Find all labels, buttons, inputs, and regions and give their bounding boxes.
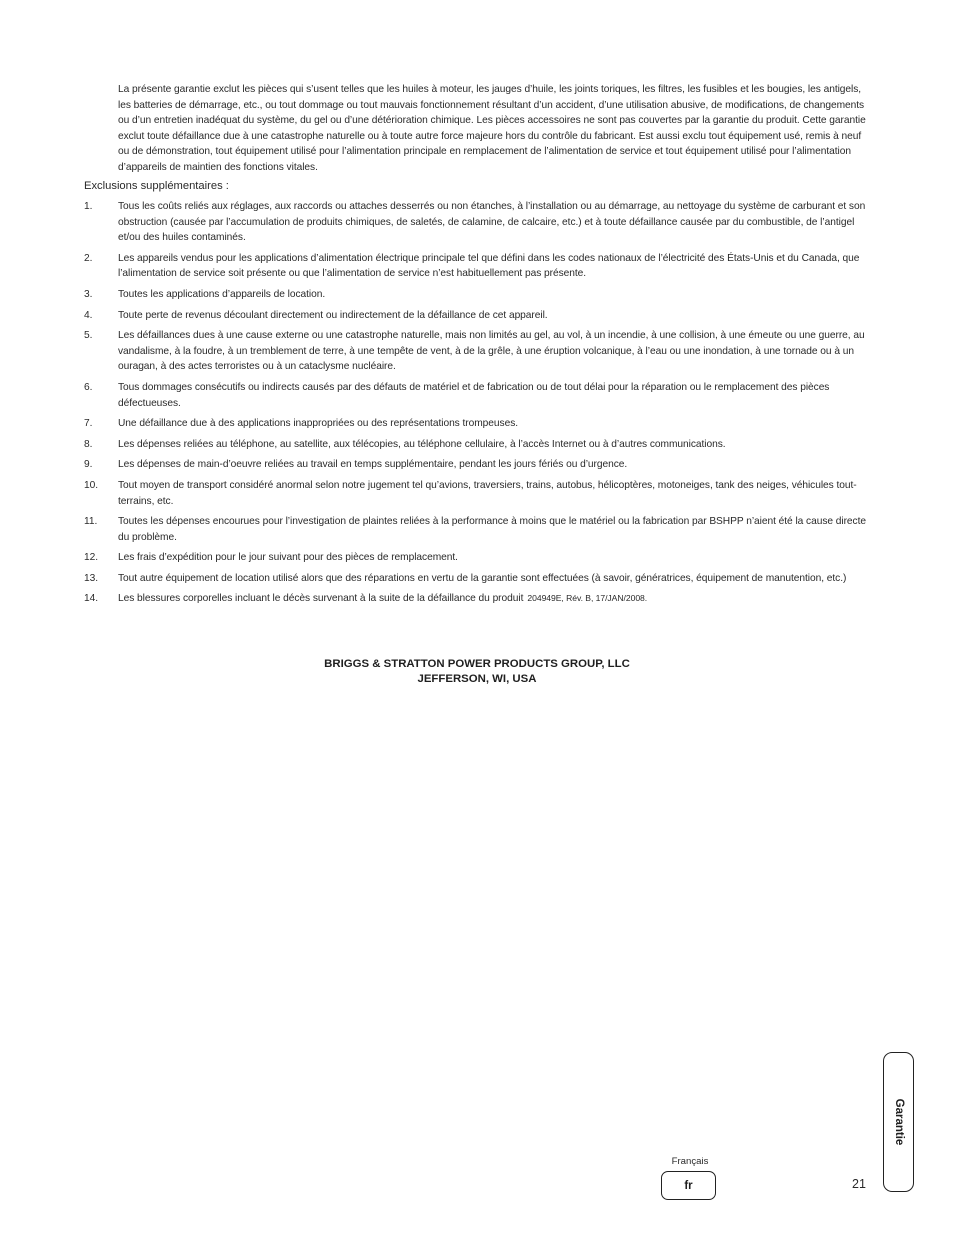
exclusions-heading: Exclusions supplémentaires : <box>84 180 229 192</box>
list-item <box>84 457 870 473</box>
list-item-number: 1. <box>84 201 93 212</box>
list-item-text: Les dépenses de main-d’oeuvre reliées au travail en temps supplémentaire, pendant les jours fériés ou d’urgence. <box>118 459 628 471</box>
list-item <box>84 514 870 545</box>
list-item <box>84 199 870 246</box>
list-item <box>84 287 870 303</box>
list-item-text: Tous les coûts reliés aux réglages, aux raccords ou attaches desserrés ou non étanches, à l’installation ou au démarrage, au nettoyage du système de carburant et son obstruction (causée par l’accumulation de produits chimiques, de saletés, de calamine, de calcaire, etc.) et à toute défaillance causée par du combustible, de l’antigel et/ou des huiles contaminés. <box>118 201 866 244</box>
list-item-text <box>118 591 870 607</box>
company-name: BRIGGS & STRATTON POWER PRODUCTS GROUP, LLC <box>324 658 630 670</box>
language-label: Français <box>671 1156 709 1167</box>
exclusions-list <box>84 199 870 612</box>
list-item-text: Toutes les applications d’appareils de location. <box>118 288 326 300</box>
list-item <box>84 251 870 282</box>
list-item-number: 7. <box>84 418 93 430</box>
list-item-number: 13. <box>84 572 99 584</box>
list-item-text: Tout autre équipement de location utilisé alors que des réparations en vertu de la garantie sont effectuées (à savoir, génératrices, équipement de manutention, etc.) <box>118 572 847 584</box>
list-item-text: Les défaillances dues à une cause externe ou une catastrophe naturelle, mais non limités au gel, au vol, à un incendie, à une collision, à une émeute ou une guerre, au vandalisme, à la foudre, à un tremblement de terre, à une tempête de vent, à de la grêle, à une éruption volcanique, à l’eau ou une inondation, à une tornade ou à un ouragan, à des actes terroristes ou à un cataclysme nucléaire. <box>118 330 865 373</box>
list-item-text: Tous dommages consécutifs ou indirects causés par des défauts de matériel et de fabrication ou de tout délai pour la réparation ou le remplacement des pièces défectueuses. <box>118 381 830 409</box>
list-item-text: Une défaillance due à des applications inappropriées ou des représentations trompeuses. <box>118 418 519 430</box>
list-item-number: 11. <box>84 516 98 528</box>
list-item-number: 12. <box>84 552 99 564</box>
list-item-number: 2. <box>84 252 93 264</box>
list-item <box>84 571 870 587</box>
list-item-number: 9. <box>84 459 93 471</box>
list-item <box>84 416 870 432</box>
list-item-number: 14. <box>84 593 99 605</box>
list-item-number: 5. <box>84 330 93 342</box>
list-item-number: 4. <box>84 309 93 321</box>
page-number: 21 <box>852 1177 866 1191</box>
list-item <box>84 328 870 375</box>
list-item-text: Les frais d’expédition pour le jour suivant pour des pièces de remplacement. <box>118 552 458 564</box>
company-location: JEFFERSON, WI, USA <box>417 673 537 686</box>
list-item <box>84 437 870 453</box>
list-item-text: Toute perte de revenus découlant directement ou indirectement de la défaillance de cet appareil. <box>118 309 548 321</box>
document-reference: 204949E, Rév. B, 17/JAN/2008. <box>527 593 648 604</box>
language-tab <box>661 1171 716 1200</box>
language-code: fr <box>684 1179 693 1192</box>
list-item-text-main: Les blessures corporelles incluant le décès survenant à la suite de la défaillance du produit <box>118 593 524 605</box>
list-item-number: 10. <box>84 479 99 491</box>
list-item <box>84 550 870 566</box>
list-item-text: Toutes les dépenses encourues pour l’investigation de plaintes reliées à la performance à moins que le matériel ou la fabrication par BSHPP n’aient été la cause directe du problème. <box>118 516 866 543</box>
company-block <box>0 657 954 688</box>
list-item-text: Les dépenses reliées au téléphone, au satellite, aux télécopies, au téléphone cellulaire, à l’accès Internet ou à d’autres communications. <box>118 438 726 450</box>
section-tab-label: Garantie <box>893 1098 905 1146</box>
list-item-number: 3. <box>84 288 93 300</box>
list-item-text: Tout moyen de transport considéré anormal selon notre jugement tel qu’avions, traversiers, trains, autobus, hélicoptères, motoneiges, tank des neiges, véhicules tout-terrains, etc. <box>118 479 857 507</box>
list-item-text: Les appareils vendus pour les applications d’alimentation électrique principale tel que défini dans les codes nationaux de l’électricité des États-Unis et du Canada, que l’alimentation de service soit présente ou que l’alimentation de service n’est habituellement pas présente. <box>118 252 860 280</box>
list-item-number: 6. <box>84 381 93 393</box>
list-item <box>84 591 870 607</box>
list-item <box>84 380 870 411</box>
list-item-number: 8. <box>84 438 93 450</box>
intro-paragraph: La présente garantie exclut les pièces qui s’usent telles que les huiles à moteur, les jauges d’huile, les joints toriques, les filtres, les fusibles et les bougies, les antigels, les batteries de démarrage, etc., ou tout dommage ou tout mauvais fonctionnement résultant d’un accident, d’une utilisation abusive, de modifications, de changements ou d’un entretien inadéquat du système, du gel ou d’une détérioration chimique. Les pièces accessoires ne sont pas couvertes par la garantie du produit. Cette garantie exclut toute défaillance due à une catastrophe naturelle ou à toute autre force majeure hors du contrôle du fabricant. Est aussi exclu tout équipement usé, remis à neuf ou de démonstration, tout équipement utilisé pour l’alimentation principale en remplacement de l’alimentation de service et tout équipement utilisé pour l’alimentation d’appareils de maintien des fonctions vitales. <box>118 84 866 173</box>
list-item <box>84 308 870 324</box>
list-item <box>84 478 870 509</box>
